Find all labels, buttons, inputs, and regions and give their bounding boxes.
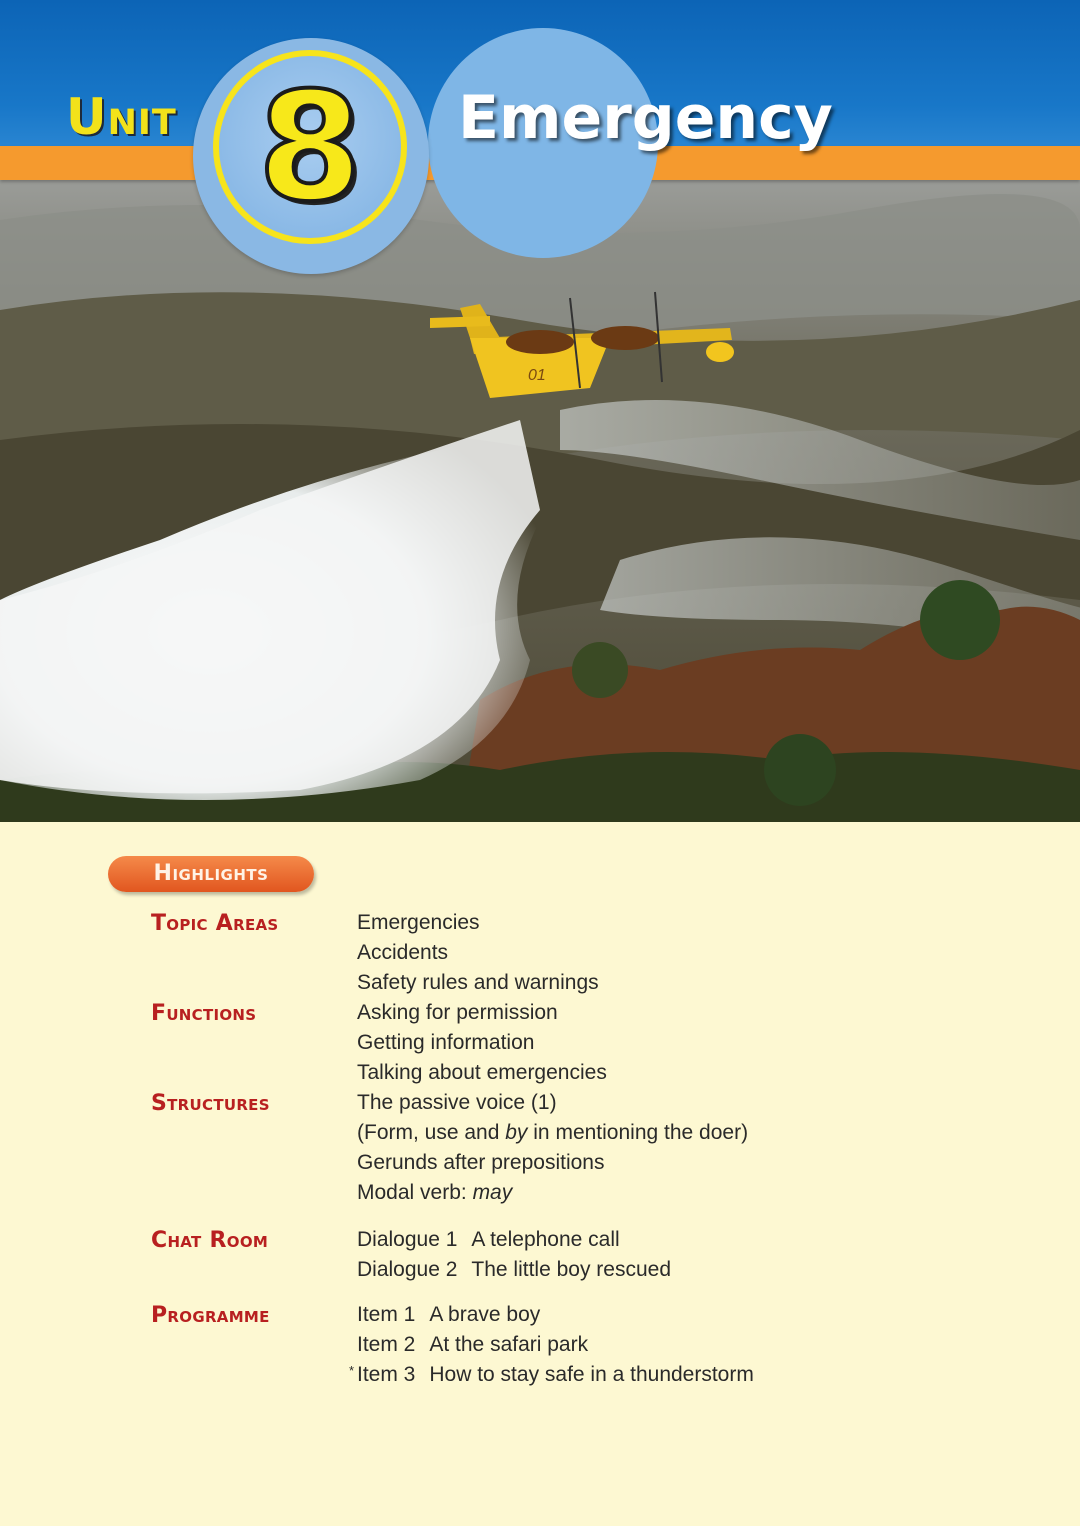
unit-title: Emergency: [458, 83, 833, 153]
function-item: Talking about emergencies: [357, 1061, 607, 1084]
structure-keyword: may: [472, 1181, 513, 1204]
programme-item: Item 1 A brave boy: [357, 1303, 541, 1326]
plane-marking: 01: [528, 367, 546, 384]
function-item: Getting information: [357, 1031, 535, 1054]
functions-label: Functions: [151, 1001, 257, 1026]
function-item: Asking for permission: [357, 1001, 558, 1024]
topic-area-item: Accidents: [357, 941, 449, 964]
structure-item: Gerunds after prepositions: [357, 1151, 605, 1174]
programme-label: Programme: [151, 1303, 270, 1328]
structure-keyword: by: [505, 1121, 528, 1144]
hero-photo: [0, 180, 1080, 822]
structure-item: The passive voice (1): [357, 1091, 557, 1114]
topic-area-item: Emergencies: [357, 911, 480, 934]
topic-area-item: Safety rules and warnings: [357, 971, 599, 994]
chat-room-item: Dialogue 1 A telephone call: [357, 1228, 620, 1251]
chat-room-item: Dialogue 2 The little boy rescued: [357, 1258, 672, 1281]
optional-marker: *: [349, 1363, 355, 1378]
programme-item: Item 2 At the safari park: [357, 1333, 589, 1356]
chat-room-label: Chat Room: [151, 1228, 269, 1253]
programme-item: * Item 3 How to stay safe in a thunderstorm: [357, 1360, 754, 1390]
structure-item: Modal verb: may: [357, 1181, 513, 1204]
highlights-heading: Highlights: [108, 856, 314, 892]
unit-number: 8: [257, 61, 363, 235]
structures-label: Structures: [151, 1091, 270, 1116]
unit-label: Unit: [66, 88, 177, 146]
topic-areas-label: Topic Areas: [151, 911, 279, 936]
structure-item: (Form, use and by in mentioning the doer): [357, 1121, 749, 1144]
